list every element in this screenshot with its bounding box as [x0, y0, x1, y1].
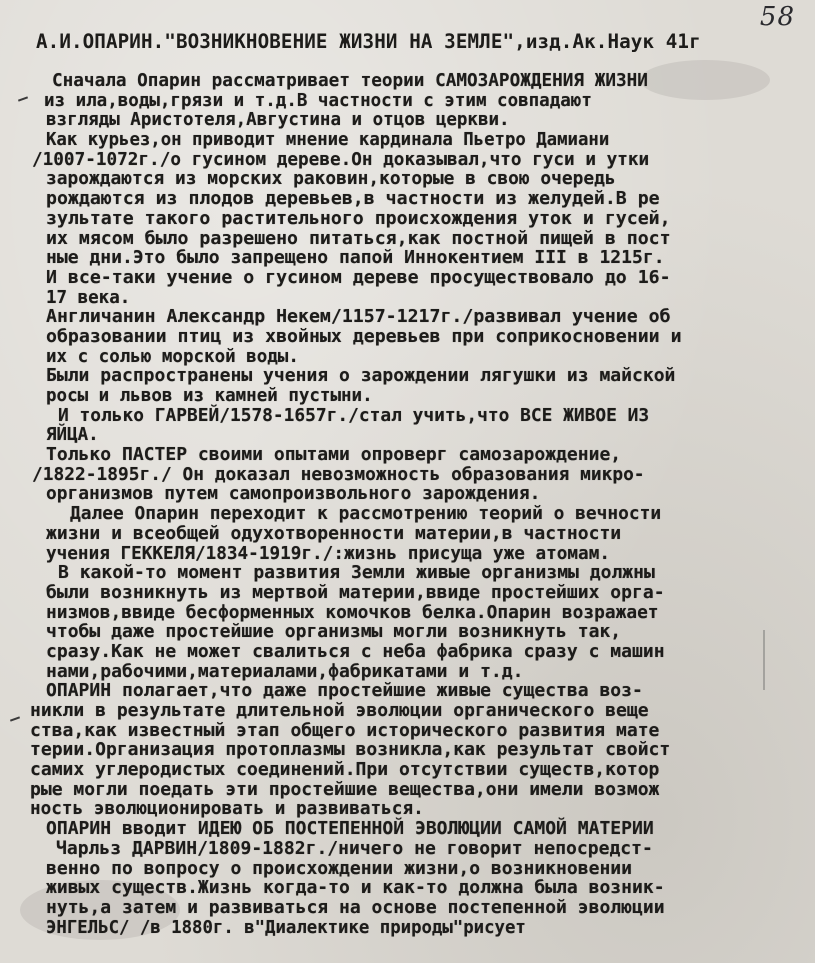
text-line: самих углеродистых соединений.При отсутствии существ,котор	[30, 760, 660, 781]
text-line: 17 века.	[46, 287, 131, 308]
text-line: В какой-то момент развития Земли живые организмы должны	[58, 563, 655, 584]
text-line: рые могли поедать эти простейшие вещества,они имели возмож	[30, 779, 660, 800]
text-line: И все-таки учение о гусином дереве просуществовало до 16-	[46, 267, 671, 288]
text-line: ные дни.Это было запрещено папой Иннокентием III в 1215г.	[46, 248, 665, 269]
text-line: Англичанин Александр Некем/1157-1217г./развивал учение об	[46, 307, 671, 328]
text-line: были возникнуть из мертвой материи,ввиде простейших орга-	[46, 582, 665, 603]
page-number: 58	[759, 2, 795, 32]
text-line: росы и львов из камней пустыни.	[46, 386, 373, 406]
text-line: нуть,а затем и развиваться на основе постепенной эволюции	[46, 897, 665, 918]
text-line: ность эволюционировать и развиваться.	[30, 799, 424, 820]
text-line: Только ПАСТЕР своими опытами опроверг самозарождение,	[46, 445, 622, 466]
text-line: /1007-1072г./о гусином дереве.Он доказывал,что гуси и утки	[32, 149, 650, 170]
text-line: терии.Организация протоплазмы возникла,как результат свойст	[30, 740, 671, 761]
text-line: /1822-1895г./ Он доказал невозможность образования микро-	[32, 464, 645, 485]
text-line: организмов путем самопроизвольного зарождения.	[46, 484, 541, 505]
document-header: А.И.ОПАРИН."ВОЗНИКНОВЕНИЕ ЖИЗНИ НА ЗЕМЛЕ",изд.Ак.Наук 41г	[36, 30, 701, 53]
text-line: И только ГАРВЕЙ/1578-1657г./стал учить,что ВСЕ ЖИВОЕ ИЗ	[58, 405, 650, 426]
text-line: ЭНГЕЛЬС/ /в 1880г. в"Диалектике природы"рисует	[46, 917, 526, 938]
text-line: Как курьез,он приводит мнение кардинала Пьетро Дамиани	[46, 130, 610, 151]
document-body	[0, 72, 815, 938]
text-line: Сначала Опарин рассматривает теории САМОЗАРОЖДЕНИЯ ЖИЗНИ	[52, 71, 648, 91]
text-line: ЯЙЦА.	[46, 425, 99, 446]
text-line: зультате такого растительного происхождения уток и гусей,	[46, 208, 671, 229]
text-line: чтобы даже простейшие организмы могли возникнуть так,	[46, 622, 622, 643]
text-line: взгляды Аристотеля,Августина и отцов церкви.	[46, 110, 510, 131]
text-line: рождаются из плодов деревьев,в частности из желудей.В ре	[46, 189, 660, 210]
text-line: никли в результате длительной эволюции органического веще	[30, 701, 649, 721]
text-line: Были распространены учения о зарождении лягушки из майской	[46, 366, 676, 387]
text-line: учения ГЕККЕЛЯ/1834-1919г./:жизнь присуща уже атомам.	[46, 543, 610, 564]
text-line: нами,рабочими,материалами,фабрикатами и т.д.	[46, 661, 524, 682]
text-line: венно по вопросу о происхождении жизни,о возникновении	[46, 858, 633, 879]
text-line: их с солью морской воды.	[46, 346, 299, 367]
text-line: живых существ.Жизнь когда-то и как-то должна была возник-	[46, 878, 665, 899]
text-line: образовании птиц из хвойных деревьев при соприкосновении и	[46, 326, 682, 347]
text-line: из ила,воды,грязи и т.д.В частности с этим совпадают	[44, 90, 592, 111]
text-line: жизни и всеобщей одухотворенности материи,в частности	[46, 523, 622, 544]
text-line: ОПАРИН вводит ИДЕЮ ОБ ПОСТЕПЕННОЙ ЭВОЛЮЦИИ САМОЙ МАТЕРИИ	[46, 819, 654, 840]
text-line: ОПАРИН полагает,что даже простейшие живые существа воз-	[46, 681, 643, 702]
text-line: Чарльз ДАРВИН/1809-1882г./ничего не говорит непосредст-	[56, 838, 653, 859]
text-line: сразу.Как не может свалиться с неба фабрика сразу с машин	[46, 641, 665, 662]
text-line: низмов,ввиде бесформенных комочков белка.Опарин возражает	[46, 602, 659, 623]
text-line: ства,как известный этап общего исторического развития мате	[30, 720, 660, 741]
text-line: зарождаются из морских раковин,которые в свою очередь	[46, 169, 616, 190]
text-line: их мясом было разрешено питаться,как постной пищей в пост	[46, 228, 671, 249]
text-line: Далее Опарин переходит к рассмотрению теорий о вечности	[70, 504, 662, 525]
